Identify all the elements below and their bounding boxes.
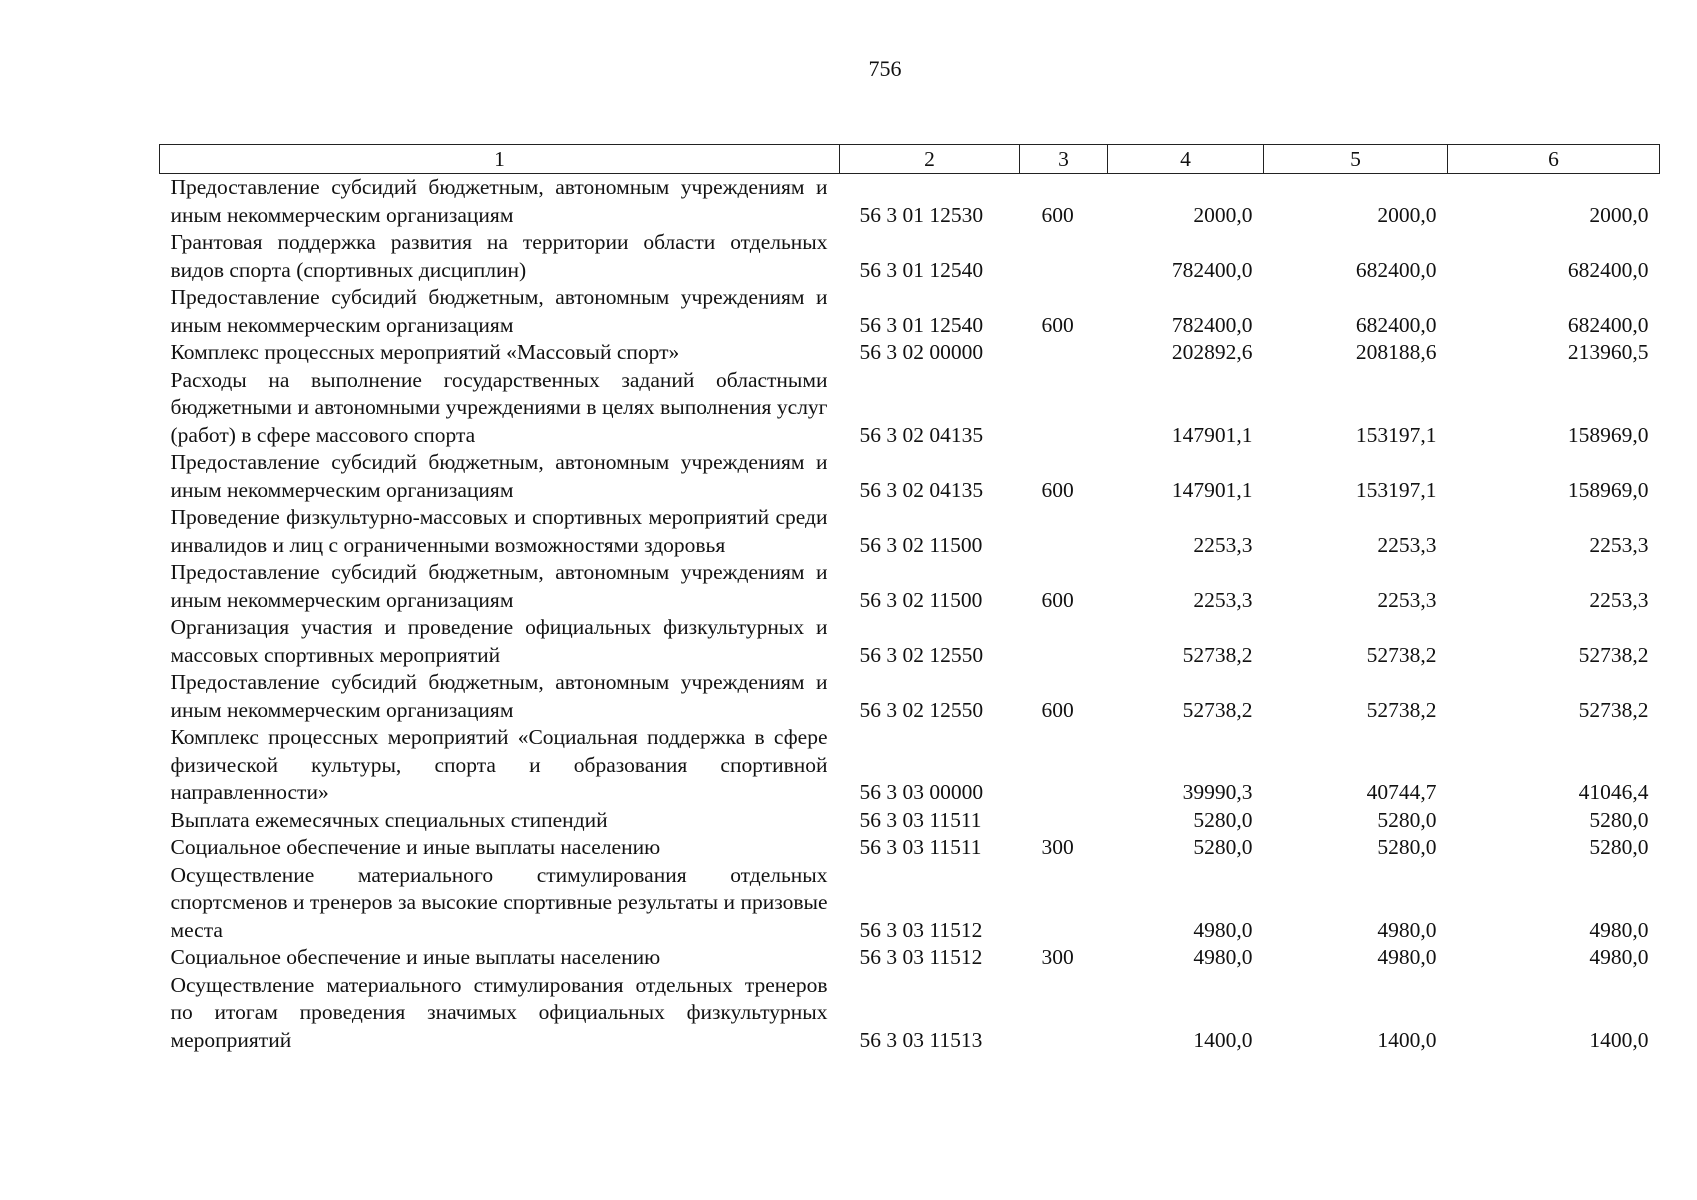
row-expense-type [1020, 339, 1108, 367]
row-name: Осуществление материального стимулирования отдельных тренеров по итогам проведения значимых официальных физкультурных мероприятий [170, 972, 828, 1052]
row-value-col-6: 1400,0 [1589, 1027, 1649, 1052]
row-value-col-4: 2253,3 [1193, 587, 1253, 612]
table-row [160, 972, 1660, 1055]
row-value-col-6: 158969,0 [1567, 477, 1649, 502]
row-code: 56 3 02 12550 [859, 642, 984, 667]
row-name: Предоставление субсидий бюджетным, автономным учреждениям и иным некоммерческим организациям [170, 450, 828, 502]
row-expense-type: 600 [1041, 202, 1074, 227]
row-name: Выплата ежемесячных специальных стипендий [170, 807, 608, 832]
row-value-col-6: 52738,2 [1578, 697, 1649, 722]
row-expense-type: 600 [1041, 587, 1074, 612]
row-name: Организация участия и проведение официальных физкультурных и массовых спортивных мероприятий [170, 615, 828, 667]
row-value-col-6: 4980,0 [1589, 945, 1649, 969]
row-value-col-6: 2253,3 [1589, 587, 1649, 612]
row-code: 56 3 03 11511 [859, 835, 982, 859]
row-value-col-4: 39990,3 [1182, 780, 1253, 804]
row-code: 56 3 02 04135 [859, 422, 984, 447]
row-expense-type [1020, 724, 1108, 807]
row-value-col-5: 52738,2 [1366, 697, 1437, 722]
row-code: 56 3 03 11513 [859, 1027, 983, 1052]
row-value-col-4: 782400,0 [1171, 257, 1253, 282]
table-row [160, 944, 1660, 972]
row-code: 56 3 02 04135 [859, 477, 984, 502]
row-code: 56 3 03 11512 [859, 945, 983, 969]
row-code: 56 3 02 11500 [859, 532, 983, 557]
table-row [160, 284, 1660, 339]
budget-table-container [159, 144, 1659, 1054]
row-expense-type: 600 [1041, 477, 1074, 502]
table-body [160, 174, 1660, 1055]
row-code: 56 3 01 12540 [859, 257, 984, 282]
row-value-col-4: 147901,1 [1171, 477, 1253, 502]
header-col-1: 1 [160, 145, 840, 174]
row-value-col-5: 2253,3 [1377, 587, 1437, 612]
row-value-col-6: 158969,0 [1567, 422, 1649, 447]
row-value-col-4: 52738,2 [1182, 697, 1253, 722]
row-name: Предоставление субсидий бюджетным, автономным учреждениям и иным некоммерческим организациям [170, 670, 828, 722]
row-name: Предоставление субсидий бюджетным, автономным учреждениям и иным некоммерческим организациям [170, 285, 828, 337]
row-value-col-6: 5280,0 [1589, 807, 1649, 832]
row-expense-type: 600 [1041, 697, 1074, 722]
table-row [160, 367, 1660, 450]
page-number: 756 [868, 56, 902, 81]
row-value-col-6: 2000,0 [1589, 202, 1649, 227]
header-col-5: 5 [1264, 145, 1448, 174]
row-value-col-5: 4980,0 [1377, 945, 1437, 969]
row-name: Расходы на выполнение государственных заданий областными бюджетными и автономными учреждениями в целях выполнения услуг (работ) в сфере массового спорта [170, 367, 828, 447]
table-row [160, 339, 1660, 367]
row-value-col-5: 153197,1 [1355, 422, 1437, 447]
row-expense-type: 300 [1041, 945, 1074, 969]
row-name: Социальное обеспечение и иные выплаты населению [170, 835, 661, 859]
row-name: Грантовая поддержка развития на территории области отдельных видов спорта (спортивных дисциплин) [170, 230, 828, 282]
row-value-col-4: 1400,0 [1193, 1027, 1253, 1052]
row-name: Комплекс процессных мероприятий «Социальная поддержка в сфере физической культуры, спорта и образования спортивной направленности» [170, 725, 828, 804]
table-row [160, 504, 1660, 559]
row-code: 56 3 02 00000 [859, 340, 984, 364]
row-value-col-4: 5280,0 [1193, 835, 1253, 859]
row-expense-type [1020, 807, 1108, 835]
row-name: Предоставление субсидий бюджетным, автономным учреждениям и иным некоммерческим организациям [170, 175, 828, 227]
row-value-col-6: 41046,4 [1578, 780, 1649, 804]
row-expense-type: 300 [1041, 835, 1074, 859]
row-expense-type [1020, 972, 1108, 1055]
row-code: 56 3 01 12540 [859, 312, 984, 337]
row-value-col-4: 5280,0 [1193, 807, 1253, 832]
row-name: Проведение физкультурно-массовых и спортивных мероприятий среди инвалидов и лиц с ограниченными возможностями здоровья [170, 505, 828, 557]
row-code: 56 3 03 00000 [859, 780, 984, 804]
row-expense-type [1020, 862, 1108, 945]
table-row [160, 229, 1660, 284]
row-value-col-4: 4980,0 [1193, 945, 1253, 969]
header-row [160, 145, 1660, 174]
row-value-col-6: 213960,5 [1567, 340, 1649, 364]
row-value-col-5: 40744,7 [1366, 780, 1437, 804]
table-row [160, 614, 1660, 669]
row-value-col-4: 147901,1 [1171, 422, 1253, 447]
row-value-col-6: 682400,0 [1567, 312, 1649, 337]
table-row [160, 559, 1660, 614]
row-code: 56 3 01 12530 [859, 202, 984, 227]
table-row [160, 669, 1660, 724]
row-name: Осуществление материального стимулирования отдельных спортсменов и тренеров за высокие спортивные результаты и призовые места [170, 862, 828, 942]
header-col-3: 3 [1020, 145, 1108, 174]
budget-table [159, 144, 1660, 1054]
row-value-col-5: 4980,0 [1377, 917, 1437, 942]
row-expense-type [1020, 504, 1108, 559]
row-value-col-4: 202892,6 [1171, 340, 1253, 364]
table-row [160, 862, 1660, 945]
row-value-col-5: 208188,6 [1355, 340, 1437, 364]
row-value-col-4: 4980,0 [1193, 917, 1253, 942]
table-row [160, 724, 1660, 807]
row-value-col-5: 5280,0 [1377, 835, 1437, 859]
row-name: Комплекс процессных мероприятий «Массовый спорт» [170, 340, 680, 364]
row-value-col-5: 52738,2 [1366, 642, 1437, 667]
row-name: Предоставление субсидий бюджетным, автономным учреждениям и иным некоммерческим организациям [170, 560, 828, 612]
row-code: 56 3 02 12550 [859, 697, 984, 722]
row-name: Социальное обеспечение и иные выплаты населению [170, 945, 661, 969]
row-expense-type [1020, 367, 1108, 450]
row-value-col-5: 682400,0 [1355, 312, 1437, 337]
row-value-col-5: 682400,0 [1355, 257, 1437, 282]
table-row [160, 834, 1660, 862]
table-row [160, 449, 1660, 504]
table-header [160, 145, 1660, 174]
row-value-col-6: 5280,0 [1589, 835, 1649, 859]
table-row [160, 174, 1660, 230]
row-code: 56 3 02 11500 [859, 587, 983, 612]
header-col-4: 4 [1108, 145, 1264, 174]
row-value-col-5: 2000,0 [1377, 202, 1437, 227]
row-value-col-6: 682400,0 [1567, 257, 1649, 282]
row-value-col-4: 782400,0 [1171, 312, 1253, 337]
row-value-col-6: 2253,3 [1589, 532, 1649, 557]
row-value-col-6: 52738,2 [1578, 642, 1649, 667]
header-col-2: 2 [840, 145, 1020, 174]
row-value-col-4: 52738,2 [1182, 642, 1253, 667]
row-code: 56 3 03 11511 [859, 807, 982, 832]
row-value-col-4: 2253,3 [1193, 532, 1253, 557]
row-value-col-5: 2253,3 [1377, 532, 1437, 557]
row-value-col-5: 1400,0 [1377, 1027, 1437, 1052]
row-expense-type [1020, 614, 1108, 669]
row-code: 56 3 03 11512 [859, 917, 983, 942]
row-expense-type [1020, 229, 1108, 284]
row-expense-type: 600 [1041, 312, 1074, 337]
row-value-col-6: 4980,0 [1589, 917, 1649, 942]
row-value-col-5: 153197,1 [1355, 477, 1437, 502]
row-value-col-4: 2000,0 [1193, 202, 1253, 227]
header-col-6: 6 [1448, 145, 1660, 174]
row-value-col-5: 5280,0 [1377, 807, 1437, 832]
table-row [160, 807, 1660, 835]
